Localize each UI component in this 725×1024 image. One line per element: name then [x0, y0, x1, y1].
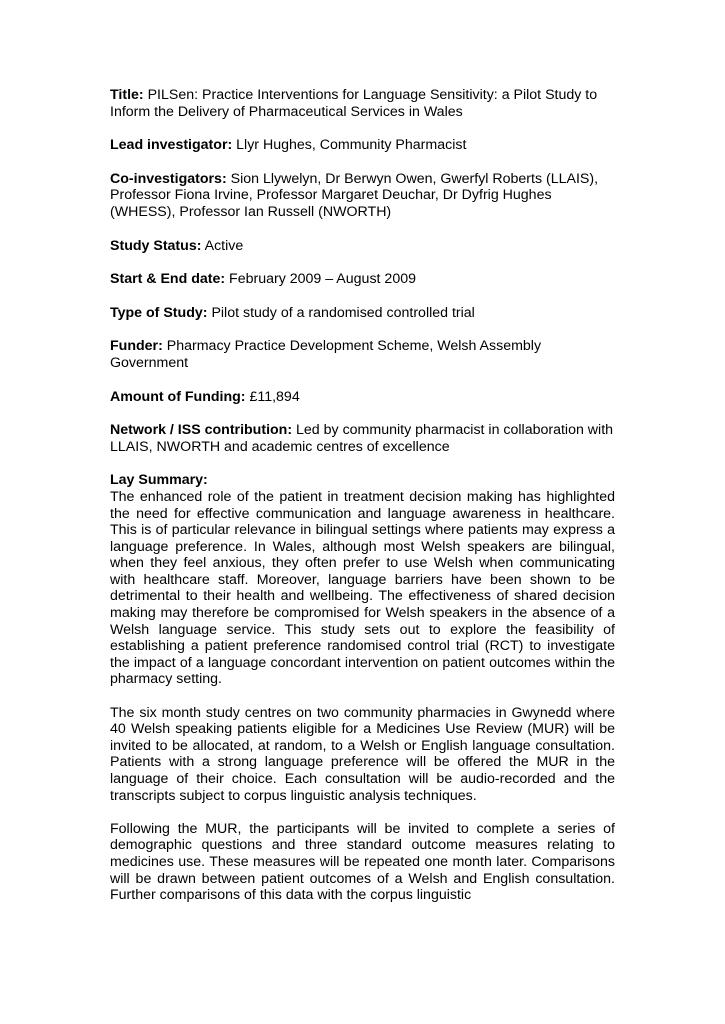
lay-summary-heading: Lay Summary: [110, 472, 208, 489]
network-contribution-label: Network / ISS contribution: [110, 422, 293, 439]
co-investigators-field [110, 171, 615, 221]
title-value: PILSen: Practice Interventions for Language Sensitivity: a Pilot Study to Inform the Delivery of Pharmaceutical Services in Wales [110, 87, 598, 120]
lay-summary-paragraph: The enhanced role of the patient in treatment decision making has highlighted the need for effective communication and language awareness in healthcare. This is of particular relevance in bilingual settings where patients may express a language preference. In Wales, although most Welsh speakers are bilingual, when they feel anxious, they often prefer to use Welsh when communicating with healthcare staff. Moreover, language barriers have been shown to be detrimental to their health and wellbeing. The effectiveness of shared decision making may therefore be compromised for Welsh speakers in the absence of a Welsh language service. This study sets out to explore the feasibility of establishing a patient preference randomised control trial (RCT) to investigate the impact of a language concordant intervention on patient outcomes within the pharmacy setting. [110, 488, 615, 688]
type-of-study-value: Pilot study of a randomised controlled trial [211, 304, 475, 321]
lead-investigator-value: Llyr Hughes, Community Pharmacist [236, 137, 467, 154]
lay-summary-paragraph: The six month study centres on two community pharmacies in Gwynedd where 40 Welsh speaking patients eligible for a Medicines Use Review (MUR) will be invited to be allocated, at random, to a Welsh or English language consultation. Patients with a strong language preference will be offered the MUR in the language of their choice. Each consultation will be audio-recorded and the transcripts subject to corpus linguistic analysis techniques. [110, 704, 615, 804]
network-contribution-value: Led by community pharmacist in collaboration with LLAIS, NWORTH and academic centres of excellence [110, 422, 614, 455]
start-end-date-value: February 2009 – August 2009 [229, 271, 416, 288]
study-status-value: Active [204, 237, 244, 254]
lead-investigator-label: Lead investigator: [110, 137, 233, 154]
co-investigators-value: Sion Llywelyn, Dr Berwyn Owen, Gwerfyl Roberts (LLAIS), Professor Fiona Irvine, Professor Margaret Deuchar, Dr Dyfrig Hughes (WHESS), Professor Ian Russell (NWORTH) [110, 170, 599, 220]
co-investigators-label: Co-investigators: [110, 170, 227, 187]
document-page [110, 87, 615, 920]
amount-of-funding-label: Amount of Funding: [110, 388, 246, 405]
funder-value: Pharmacy Practice Development Scheme, Welsh Assembly Government [110, 338, 542, 371]
study-status-label: Study Status: [110, 237, 202, 254]
start-end-date-label: Start & End date: [110, 271, 226, 288]
title-field [110, 87, 615, 120]
lay-summary-paragraph: Following the MUR, the participants will be invited to complete a series of demographic questions and three standard outcome measures relating to medicines use. These measures will be repeated one month later. Comparisons will be drawn between patient outcomes of a Welsh and English consultation. Further comparisons of this data with the corpus linguistic [110, 820, 615, 904]
study-status-field [110, 238, 615, 255]
lead-investigator-field [110, 137, 615, 154]
network-contribution-field [110, 422, 615, 455]
start-end-date-field [110, 271, 615, 288]
amount-of-funding-field [110, 389, 615, 406]
type-of-study-label: Type of Study: [110, 304, 208, 321]
type-of-study-field [110, 305, 615, 322]
amount-of-funding-value: £11,894 [249, 388, 300, 405]
funder-field [110, 338, 615, 371]
funder-label: Funder: [110, 338, 163, 355]
title-label: Title: [110, 87, 144, 103]
